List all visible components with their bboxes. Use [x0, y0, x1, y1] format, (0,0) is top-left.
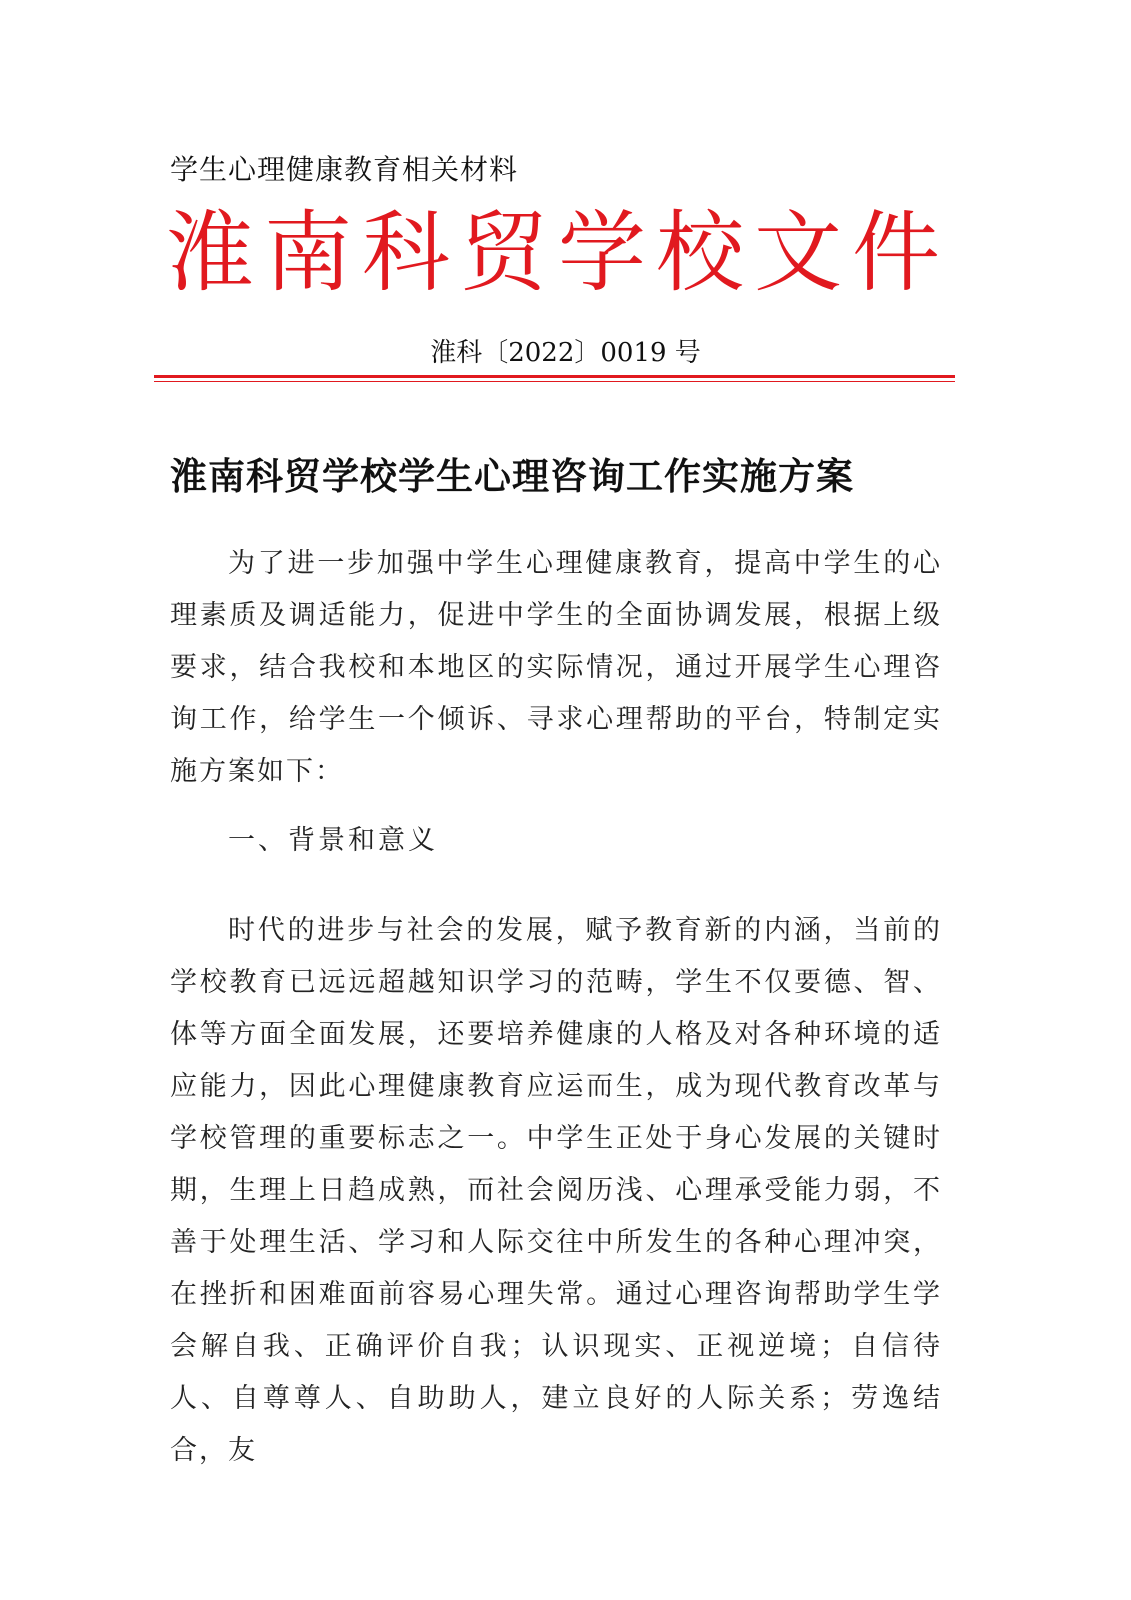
document-title: 淮南科贸学校学生心理咨询工作实施方案 — [170, 455, 854, 498]
document-number: 淮科〔2022〕0019 号 — [430, 338, 701, 368]
section-heading-background: 一、背景和意义 — [228, 825, 438, 856]
section-1-paragraph: 时代的进步与社会的发展，赋予教育新的内涵，当前的学校教育已远远超越知识学习的范畴，学生不仅要德、智、体等方面全面发展，还要培养健康的人格及对各种环境的适应能力，因此心理健康教育应运而生，成为现代教育改革与学校管理的重要标志之一。中学生正处于身心发展的关键时期，生理上日趋成熟，而社会阅历浅、心理承受能力弱，不善于处理生活、学习和人际交往中所发生的各种心理冲突，在挫折和困难面前容易心理失常。通过心理咨询帮助学生学会解自我、正确评价自我；认识现实、正视逆境；自信待人、自尊尊人、自助助人，建立良好的人际关系；劳逸结合，友 — [170, 915, 942, 1466]
intro-paragraph: 为了进一步加强中学生心理健康教育，提高中学生的心理素质及调适能力，促进中学生的全面协调发展，根据上级要求，结合我校和本地区的实际情况，通过开展学生心理咨询工作，给学生一个倾诉、寻求心理帮助的平台，特制定实施方案如下： — [170, 548, 942, 787]
material-category-label: 学生心理健康教育相关材料 — [170, 153, 519, 186]
document-masthead: 淮南科贸学校文件 — [166, 201, 951, 304]
masthead-divider-thin — [154, 381, 955, 382]
masthead-divider-thick — [154, 375, 955, 378]
